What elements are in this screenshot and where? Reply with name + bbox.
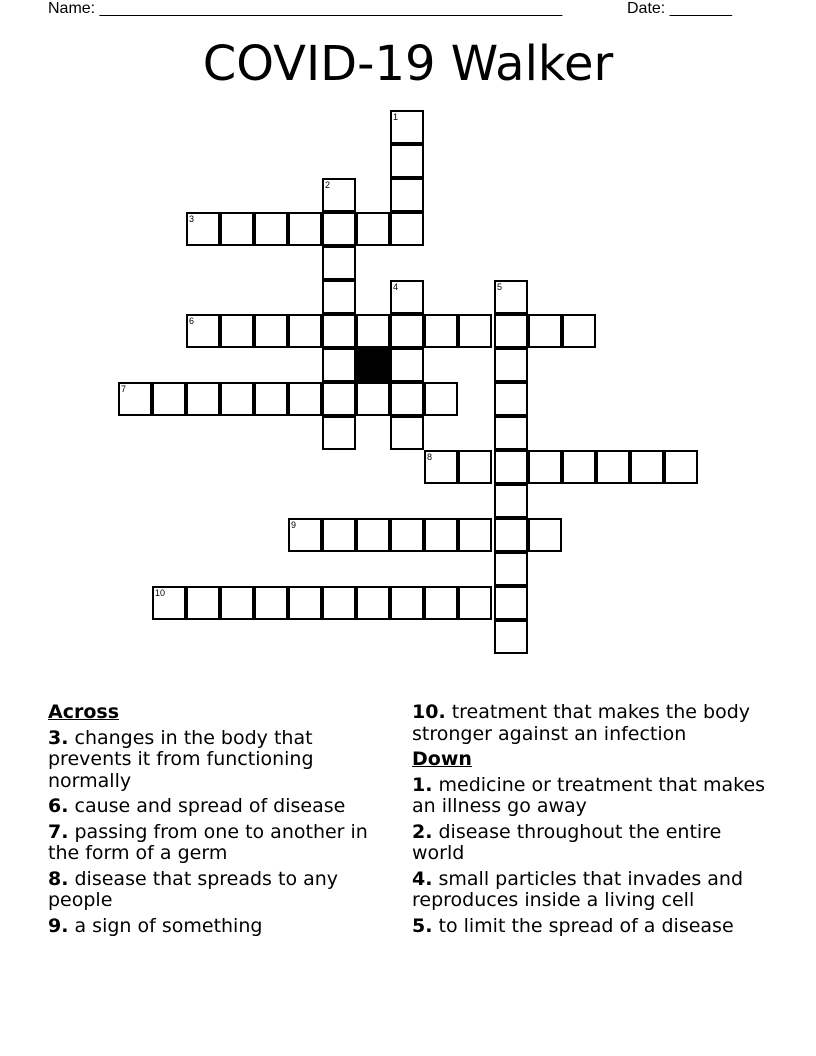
clue-across-3: 3. changes in the body that prevents it from functioning normally [48, 726, 314, 792]
grid-cell[interactable] [664, 450, 698, 484]
grid-cell[interactable] [494, 416, 528, 450]
grid-cell[interactable] [458, 586, 492, 620]
clue-across-7: 7. passing from one to another in the form of a germ [48, 820, 368, 864]
clue-down-5: 5. to limit the spread of a disease [412, 914, 734, 937]
grid-cell[interactable] [254, 586, 288, 620]
grid-cell-3[interactable] [186, 212, 220, 246]
grid-cell[interactable] [390, 382, 424, 416]
grid-cell[interactable] [494, 552, 528, 586]
grid-cell[interactable] [528, 518, 562, 552]
grid-cell[interactable] [356, 314, 390, 348]
grid-cell[interactable] [322, 314, 356, 348]
grid-cell[interactable] [494, 314, 528, 348]
grid-cell[interactable] [424, 382, 458, 416]
cell-number: 3 [189, 214, 195, 224]
grid-cell[interactable] [390, 416, 424, 450]
blocked-cell [356, 348, 390, 382]
grid-cell[interactable] [356, 212, 390, 246]
grid-cell[interactable] [390, 212, 424, 246]
grid-cell[interactable] [254, 382, 288, 416]
cell-number: 7 [121, 384, 127, 394]
name-field-label: Name: ____________________________________________________ [48, 0, 563, 17]
grid-cell[interactable] [322, 416, 356, 450]
grid-cell-4[interactable] [390, 280, 424, 314]
grid-cell[interactable] [390, 144, 424, 178]
grid-cell[interactable] [288, 586, 322, 620]
grid-cell-7[interactable] [118, 382, 152, 416]
grid-cell[interactable] [390, 518, 424, 552]
clues-column-right [412, 702, 772, 941]
grid-cell[interactable] [220, 586, 254, 620]
grid-cell[interactable] [458, 518, 492, 552]
grid-cell[interactable] [424, 314, 458, 348]
grid-cell[interactable] [528, 314, 562, 348]
grid-cell[interactable] [322, 212, 356, 246]
grid-cell[interactable] [322, 246, 356, 280]
grid-cell-6[interactable] [186, 314, 220, 348]
cell-number: 2 [325, 180, 331, 190]
grid-cell[interactable] [562, 314, 596, 348]
grid-cell-10[interactable] [152, 586, 186, 620]
grid-cell[interactable] [288, 212, 322, 246]
grid-cell[interactable] [186, 586, 220, 620]
grid-cell[interactable] [494, 586, 528, 620]
grid-cell[interactable] [562, 450, 596, 484]
page-title: COVID-19 Walker [202, 36, 614, 92]
clues-column-left [48, 702, 388, 941]
date-field-label: Date: _______ [627, 0, 732, 17]
grid-cell[interactable] [322, 348, 356, 382]
grid-cell[interactable] [494, 348, 528, 382]
clue-across-9: 9. a sign of something [48, 914, 263, 937]
grid-cell[interactable] [356, 586, 390, 620]
grid-cell[interactable] [186, 382, 220, 416]
grid-cell[interactable] [424, 586, 458, 620]
grid-cell[interactable] [390, 348, 424, 382]
clue-across-8: 8. disease that spreads to any people [48, 867, 339, 911]
grid-cell[interactable] [220, 314, 254, 348]
grid-cell-5[interactable] [494, 280, 528, 314]
grid-cell[interactable] [390, 314, 424, 348]
grid-cell[interactable] [220, 382, 254, 416]
grid-cell-2[interactable] [322, 178, 356, 212]
cell-number: 9 [291, 520, 297, 530]
grid-cell[interactable] [528, 450, 562, 484]
grid-cell[interactable] [494, 382, 528, 416]
grid-cell[interactable] [494, 518, 528, 552]
clue-down-4: 4. small particles that invades and reproduces inside a living cell [412, 867, 744, 911]
grid-cell[interactable] [356, 382, 390, 416]
grid-cell[interactable] [288, 314, 322, 348]
clue-down-2: 2. disease throughout the entire world [412, 820, 722, 864]
clue-across-10: 10. treatment that makes the body stronger against an infection [412, 701, 751, 745]
grid-cell[interactable] [630, 450, 664, 484]
grid-cell[interactable] [390, 178, 424, 212]
cell-number: 6 [189, 316, 195, 326]
grid-cell[interactable] [152, 382, 186, 416]
grid-cell[interactable] [494, 484, 528, 518]
grid-cell[interactable] [322, 518, 356, 552]
grid-cell[interactable] [288, 382, 322, 416]
grid-cell[interactable] [220, 212, 254, 246]
across-heading: Across [48, 701, 120, 723]
grid-cell[interactable] [322, 586, 356, 620]
grid-cell[interactable] [458, 450, 492, 484]
grid-cell[interactable] [390, 586, 424, 620]
grid-cell[interactable] [494, 620, 528, 654]
grid-cell[interactable] [494, 450, 528, 484]
grid-cell-1[interactable] [390, 110, 424, 144]
cell-number: 4 [393, 282, 399, 292]
cell-number: 1 [393, 112, 399, 122]
grid-cell[interactable] [322, 382, 356, 416]
down-heading: Down [412, 748, 472, 770]
grid-cell[interactable] [254, 212, 288, 246]
cell-number: 10 [155, 588, 166, 598]
grid-cell[interactable] [596, 450, 630, 484]
cell-number: 8 [427, 452, 433, 462]
grid-cell[interactable] [254, 314, 288, 348]
grid-cell[interactable] [356, 518, 390, 552]
grid-cell[interactable] [424, 518, 458, 552]
grid-cell[interactable] [458, 314, 492, 348]
cell-number: 5 [497, 282, 503, 292]
clue-down-1: 1. medicine or treatment that makes an illness go away [412, 773, 766, 817]
grid-cell[interactable] [322, 280, 356, 314]
clue-across-6: 6. cause and spread of disease [48, 795, 346, 817]
grid-cell-8[interactable] [424, 450, 458, 484]
grid-cell-9[interactable] [288, 518, 322, 552]
